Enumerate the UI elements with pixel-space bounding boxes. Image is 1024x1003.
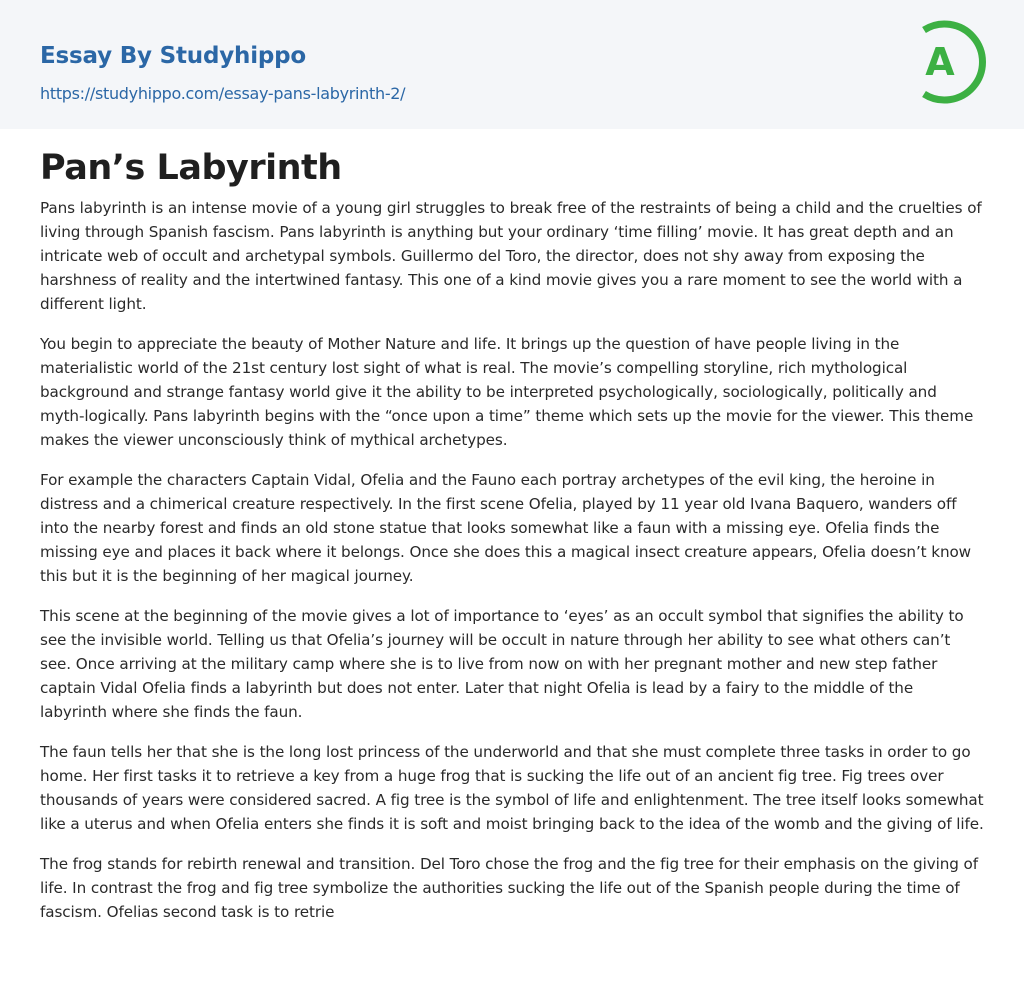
article: [40, 144, 984, 940]
page-title: Pan’s Labyrinth: [40, 148, 342, 188]
brand-title[interactable]: Essay By Studyhippo: [40, 43, 307, 69]
paragraph: For example the characters Captain Vidal, Ofelia and the Fauno each portray archetypes of the evil king, the heroine in distress and a chimerical creature respectively. In the first scene Ofelia, played by 11 year old Ivana Baquero, wanders off into the nearby forest and finds an old stone statue that looks somewhat like a faun with a missing eye. Ofelia finds the missing eye and places it back where it belongs. Once she does this a magical insect creature appears, Ofelia doesn’t know this but it is the beginning of her magical journey.: [40, 471, 971, 585]
logo-letter: A: [925, 40, 955, 84]
studyhippo-logo-icon[interactable]: [912, 20, 986, 104]
paragraph: This scene at the beginning of the movie gives a lot of importance to ‘eyes’ as an occult symbol that signifies the ability to see the invisible world. Telling us that Ofelia’s journey will be occult in nature through her ability to see what others can’t see. Once arriving at the military camp where she is to live from now on with her pregnant mother and new step father captain Vidal Ofelia finds a labyrinth but does not enter. Later that night Ofelia is lead by a fairy to the middle of the labyrinth where she finds the faun.: [40, 607, 964, 721]
paragraph: You begin to appreciate the beauty of Mother Nature and life. It brings up the question of have people living in the materialistic world of the 21st century lost sight of what is real. The movie’s compelling storyline, rich mythological background and strange fantasy world give it the ability to be interpreted psychologically, sociologically, politically and myth-logically. Pans labyrinth begins with the “once upon a time” theme which sets up the movie for the viewer. This theme makes the viewer unconsciously think of mythical archetypes.: [40, 335, 974, 449]
paragraph: The faun tells her that she is the long lost princess of the underworld and that she must complete three tasks in order to go home. Her first tasks it to retrieve a key from a huge frog that is sucking the life out of an ancient fig tree. Fig trees over thousands of years were considered sacred. A fig tree is the symbol of life and enlightenment. The tree itself looks somewhat like a uterus and when Ofelia enters she finds it is soft and moist bringing back to the idea of the womb and the giving of life.: [40, 743, 984, 833]
site-header: [0, 0, 1024, 129]
paragraph: Pans labyrinth is an intense movie of a young girl struggles to break free of the restraints of being a child and the cruelties of living through Spanish fascism. Pans labyrinth is anything but your ordinary ‘time filling’ movie. It has great depth and an intricate web of occult and archetypal symbols. Guillermo del Toro, the director, does not shy away from exposing the harshness of reality and the intertwined fantasy. This one of a kind movie gives you a rare moment to see the world with a different light.: [40, 199, 982, 313]
essay-url-link[interactable]: https://studyhippo.com/essay-pans-labyrinth-2/: [40, 84, 406, 103]
paragraph: The frog stands for rebirth renewal and transition. Del Toro chose the frog and the fig tree for their emphasis on the giving of life. In contrast the frog and fig tree symbolize the authorities sucking the life out of the Spanish people during the time of fascism. Ofelias second task is to retrie: [40, 855, 978, 921]
